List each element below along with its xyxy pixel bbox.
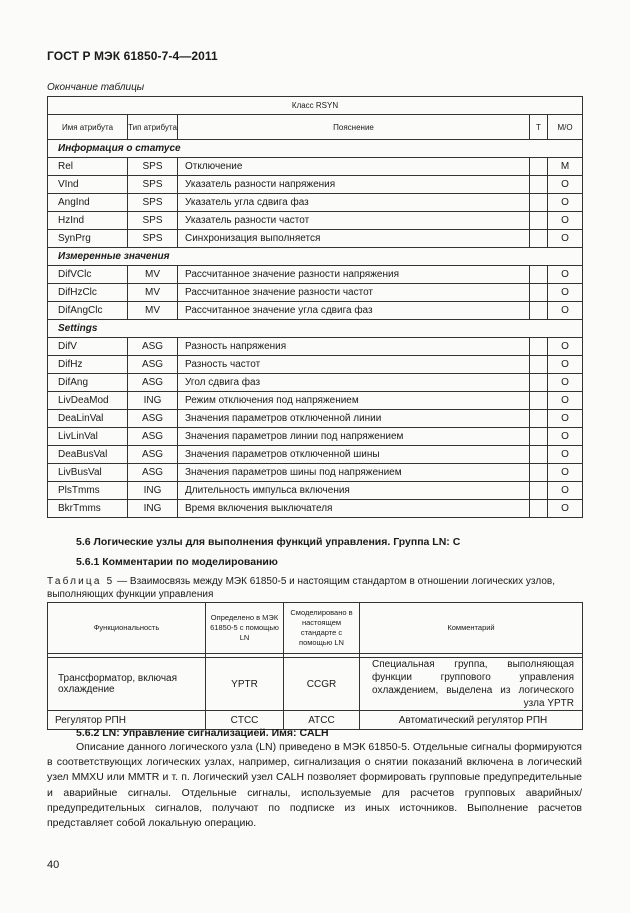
attr-mo-cell: O [548, 482, 583, 500]
attr-name-cell: DifHzClc [48, 284, 128, 302]
section-5-6-heading: 5.6 Логические узлы для выполнения функций управления. Группа LN: C [76, 536, 461, 548]
attr-t-cell [530, 266, 548, 284]
class-title: Класс RSYN [48, 97, 583, 115]
attr-mo-cell: O [548, 194, 583, 212]
attr-name-cell: DeaBusVal [48, 446, 128, 464]
attr-type-cell: SPS [128, 158, 178, 176]
attr-name-cell: DifHz [48, 356, 128, 374]
attr-t-cell [530, 158, 548, 176]
attr-name-cell: DifAng [48, 374, 128, 392]
attr-type-cell: SPS [128, 176, 178, 194]
col-header-t: Т [530, 115, 548, 140]
section-row [48, 140, 583, 158]
attr-mo-cell: O [548, 374, 583, 392]
section-5-6-2-heading: 5.6.2 LN: Управление сигнализацией. Имя: CALH [76, 727, 329, 739]
attr-mo-cell: O [548, 464, 583, 482]
t5-header-functionality: Функциональность [48, 603, 206, 654]
col-header-name: Имя атрибута [48, 115, 128, 140]
table-row [48, 356, 583, 374]
attr-mo-cell: O [548, 338, 583, 356]
section-5-6-1-heading: 5.6.1 Комментарии по моделированию [76, 556, 278, 568]
attr-type-cell: MV [128, 284, 178, 302]
table-row [48, 374, 583, 392]
attr-name-cell: HzInd [48, 212, 128, 230]
t5-cell-defined: YPTR [206, 658, 284, 711]
table-row [48, 158, 583, 176]
table-row [48, 176, 583, 194]
t5-header-defined: Определено в МЭК 61850-5 с помощью LN [206, 603, 284, 654]
section-row [48, 248, 583, 266]
attr-type-cell: ASG [128, 374, 178, 392]
attr-t-cell [530, 392, 548, 410]
attr-type-cell: ASG [128, 428, 178, 446]
attr-desc-cell: Значения параметров отключенной шины [178, 446, 530, 464]
attr-name-cell: Rel [48, 158, 128, 176]
attr-desc-cell: Отключение [178, 158, 530, 176]
attr-t-cell [530, 302, 548, 320]
attr-t-cell [530, 338, 548, 356]
attr-type-cell: ASG [128, 410, 178, 428]
section-5-6-2-paragraph [47, 740, 582, 831]
attr-desc-cell: Угол сдвига фаз [178, 374, 530, 392]
attr-type-cell: ING [128, 392, 178, 410]
table5-label: Таблица 5 [47, 576, 115, 587]
attr-desc-cell: Длительность импульса включения [178, 482, 530, 500]
table-row [48, 212, 583, 230]
attr-name-cell: LivDeaMod [48, 392, 128, 410]
table-row [48, 410, 583, 428]
t5-cell-modeled: CCGR [284, 658, 360, 711]
attr-desc-cell: Указатель угла сдвига фаз [178, 194, 530, 212]
table-row [48, 284, 583, 302]
attr-t-cell [530, 176, 548, 194]
attr-t-cell [530, 446, 548, 464]
attr-desc-cell: Значения параметров линии под напряжением [178, 428, 530, 446]
table-row [48, 500, 583, 518]
section-row [48, 320, 583, 338]
attr-desc-cell: Рассчитанное значение разности частот [178, 284, 530, 302]
attr-type-cell: MV [128, 302, 178, 320]
table5-caption-text: — Взаимосвязь между МЭК 61850-5 и настоящим стандартом в отношении логических узлов, выполняющих функции управления [47, 576, 555, 600]
attr-t-cell [530, 410, 548, 428]
attr-name-cell: DifV [48, 338, 128, 356]
attr-t-cell [530, 500, 548, 518]
attr-t-cell [530, 230, 548, 248]
attr-desc-cell: Значения параметров шины под напряжением [178, 464, 530, 482]
t5-cell-functionality: Регулятор РПН [48, 711, 206, 730]
attr-mo-cell: O [548, 446, 583, 464]
rsyn-class-table [47, 96, 583, 518]
attr-desc-cell: Синхронизация выполняется [178, 230, 530, 248]
attr-type-cell: ASG [128, 446, 178, 464]
attr-mo-cell: O [548, 410, 583, 428]
attr-type-cell: ING [128, 482, 178, 500]
attr-mo-cell: O [548, 230, 583, 248]
attr-type-cell: ING [128, 500, 178, 518]
table-row [48, 446, 583, 464]
table-row [48, 338, 583, 356]
t5-cell-modeled: ATCC [284, 711, 360, 730]
t5-cell-comment: Специальная группа, выполняющая функции группового управления охлаждением, выделена из логического узла YPTR [360, 658, 583, 711]
attr-mo-cell: O [548, 266, 583, 284]
attr-type-cell: ASG [128, 338, 178, 356]
attr-type-cell: SPS [128, 230, 178, 248]
attr-mo-cell: O [548, 500, 583, 518]
t5-cell-defined: CTCC [206, 711, 284, 730]
attr-t-cell [530, 356, 548, 374]
attr-name-cell: VInd [48, 176, 128, 194]
attr-name-cell: BkrTmms [48, 500, 128, 518]
table-row [48, 428, 583, 446]
attr-desc-cell: Разность напряжения [178, 338, 530, 356]
section-title: Информация о статусе [48, 140, 583, 158]
attr-desc-cell: Разность частот [178, 356, 530, 374]
attr-desc-cell: Указатель разности частот [178, 212, 530, 230]
t5-cell-comment: Автоматический регулятор РПН [360, 711, 583, 730]
attr-desc-cell: Значения параметров отключенной линии [178, 410, 530, 428]
table-continuation-caption: Окончание таблицы [47, 82, 145, 93]
table-row [48, 392, 583, 410]
attr-name-cell: DifAngClc [48, 302, 128, 320]
attr-desc-cell: Рассчитанное значение угла сдвига фаз [178, 302, 530, 320]
attr-t-cell [530, 482, 548, 500]
attr-t-cell [530, 374, 548, 392]
table-row [48, 266, 583, 284]
attr-desc-cell: Время включения выключателя [178, 500, 530, 518]
attr-name-cell: DeaLinVal [48, 410, 128, 428]
table-row [48, 658, 583, 711]
table-row [48, 230, 583, 248]
attr-desc-cell: Указатель разности напряжения [178, 176, 530, 194]
t5-cell-functionality: Трансформатор, включая охлаждение [48, 658, 206, 711]
table5-caption [47, 575, 582, 601]
attr-mo-cell: M [548, 158, 583, 176]
attr-mo-cell: O [548, 302, 583, 320]
attr-name-cell: SynPrg [48, 230, 128, 248]
attr-name-cell: LivBusVal [48, 464, 128, 482]
attr-type-cell: ASG [128, 464, 178, 482]
section-title: Settings [48, 320, 583, 338]
table-row [48, 482, 583, 500]
attr-t-cell [530, 428, 548, 446]
attr-mo-cell: O [548, 356, 583, 374]
table-row [48, 464, 583, 482]
table5 [47, 602, 583, 730]
attr-mo-cell: O [548, 212, 583, 230]
attr-type-cell: SPS [128, 194, 178, 212]
attr-t-cell [530, 284, 548, 302]
table-row [48, 302, 583, 320]
col-header-type: Тип атрибута [128, 115, 178, 140]
page-number: 40 [47, 859, 60, 871]
attr-name-cell: LivLinVal [48, 428, 128, 446]
attr-name-cell: PlsTmms [48, 482, 128, 500]
table-row [48, 194, 583, 212]
col-header-desc: Пояснение [178, 115, 530, 140]
attr-type-cell: SPS [128, 212, 178, 230]
paragraph-text: Описание данного логического узла (LN) приведено в МЭК 61850-5. Отдельные сигналы формируются в соответствующих логических узлах, например, сигнализация о снятии показаний включена в логический узел MMXU или MMTR и т. п. Логический узел CALH позволяет формировать групповые предупредительные и аварийные сигналы. Отдельные сигналы, используемые для расчетов групповых аварийных/предупредительных сигналов, получают по подписке из иных источников. Выполнение расчетов представляет собой локальную операцию. [47, 741, 582, 830]
attr-mo-cell: O [548, 392, 583, 410]
section-title: Измеренные значения [48, 248, 583, 266]
t5-header-comment: Комментарий [360, 603, 583, 654]
t5-header-modeled: Смоделировано в настоящем стандарте с помощью LN [284, 603, 360, 654]
attr-desc-cell: Рассчитанное значение разности напряжения [178, 266, 530, 284]
attr-mo-cell: O [548, 176, 583, 194]
attr-type-cell: MV [128, 266, 178, 284]
standard-header: ГОСТ Р МЭК 61850-7-4—2011 [47, 49, 218, 63]
attr-mo-cell: O [548, 284, 583, 302]
attr-name-cell: DifVClc [48, 266, 128, 284]
attr-name-cell: AngInd [48, 194, 128, 212]
attr-t-cell [530, 464, 548, 482]
attr-t-cell [530, 212, 548, 230]
col-header-mo: М/О [548, 115, 583, 140]
attr-type-cell: ASG [128, 356, 178, 374]
attr-t-cell [530, 194, 548, 212]
attr-mo-cell: O [548, 428, 583, 446]
attr-desc-cell: Режим отключения под напряжением [178, 392, 530, 410]
rsyn-table-body [48, 140, 583, 518]
